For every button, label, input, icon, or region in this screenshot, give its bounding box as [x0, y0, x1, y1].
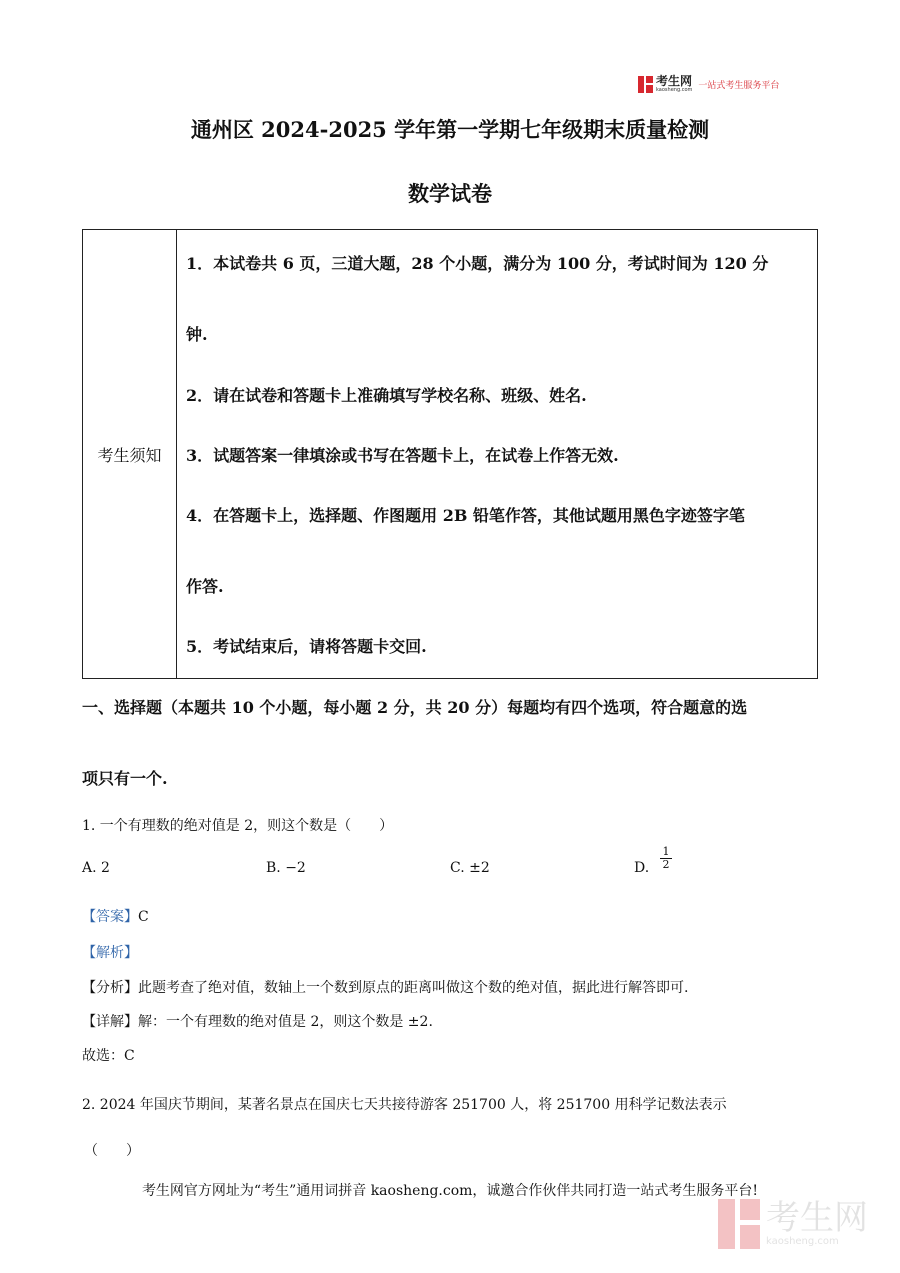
q1-option-b: B. −2: [266, 860, 306, 876]
answer-line: [82, 906, 149, 926]
notice-item-2: 2．请在试卷和答题卡上准确填写学校名称、班级、姓名.: [186, 386, 587, 405]
kaosheng-watermark-icon: [718, 1199, 760, 1249]
analysis-tag: 【解析】: [82, 945, 138, 961]
exam-title: 通州区 2024-2025 学年第一学期七年级期末质量检测: [190, 117, 710, 142]
notice-label: 考生须知: [83, 230, 177, 678]
header-logo: [638, 73, 779, 95]
fraction-numerator: 1: [660, 846, 672, 859]
q1-stem: 1. 一个有理数的绝对值是 2，则这个数是（ ）: [82, 818, 394, 834]
answer-tag: 【答案】: [82, 909, 138, 925]
footer-note: 考生网官方网址为“考生”通用词拼音 kaosheng.com，诚邀合作伙伴共同打造一站式考生服务平台!: [141, 1183, 759, 1199]
analysis-choice: 故选：C: [82, 1048, 135, 1064]
notice-item-5: 5．考试结束后，请将答题卡交回.: [186, 637, 427, 656]
notice-item-1-cont: 钟.: [186, 325, 208, 344]
q1-option-d-label: D.: [634, 860, 650, 876]
notice-item-4: 4．在答题卡上，选择题、作图题用 2B 铅笔作答，其他试题用黑色字迹签字笔: [186, 506, 745, 525]
q2-paren: （ ）: [84, 1143, 140, 1159]
watermark-name: 考生网: [766, 1198, 868, 1238]
q1-option-c: C. ±2: [450, 860, 490, 876]
exam-subtitle: 数学试卷: [408, 181, 492, 206]
section-heading: 一、选择题（本题共 10 个小题，每小题 2 分，共 20 分）每题均有四个选项，符合题意的选: [82, 698, 748, 717]
q2-stem: 2. 2024 年国庆节期间，某著名景点在国庆七天共接待游客 251700 人，将 251700 用科学记数法表示: [82, 1097, 727, 1113]
logo-name: 考生网: [656, 74, 693, 88]
notice-item-1: 1．本试卷共 6 页，三道大题，28 个小题，满分为 100 分，考试时间为 120 分: [186, 254, 769, 273]
q1-option-a: A. 2: [82, 860, 110, 876]
notice-table: [82, 229, 818, 679]
watermark-url: kaosheng.com: [766, 1236, 839, 1247]
kaosheng-logo-icon: [638, 76, 653, 93]
fraction-denominator: 2: [662, 858, 670, 871]
logo-url: kaosheng.com: [656, 87, 693, 93]
notice-item-4-cont: 作答.: [186, 577, 224, 596]
analysis-fenxi: 【分析】此题考查了绝对值，数轴上一个数到原点的距离叫做这个数的绝对值，据此进行解答即可.: [82, 980, 689, 996]
section-heading-cont: 项只有一个.: [82, 769, 168, 788]
answer-value: C: [138, 909, 149, 925]
logo-slogan: 一站式考生服务平台: [698, 80, 780, 91]
q1-option-d-fraction: [660, 846, 672, 871]
notice-item-3: 3．试题答案一律填涂或书写在答题卡上，在试卷上作答无效.: [186, 446, 619, 465]
watermark-logo: [718, 1196, 878, 1252]
analysis-xiangjie: 【详解】解：一个有理数的绝对值是 2，则这个数是 ±2.: [82, 1014, 433, 1030]
